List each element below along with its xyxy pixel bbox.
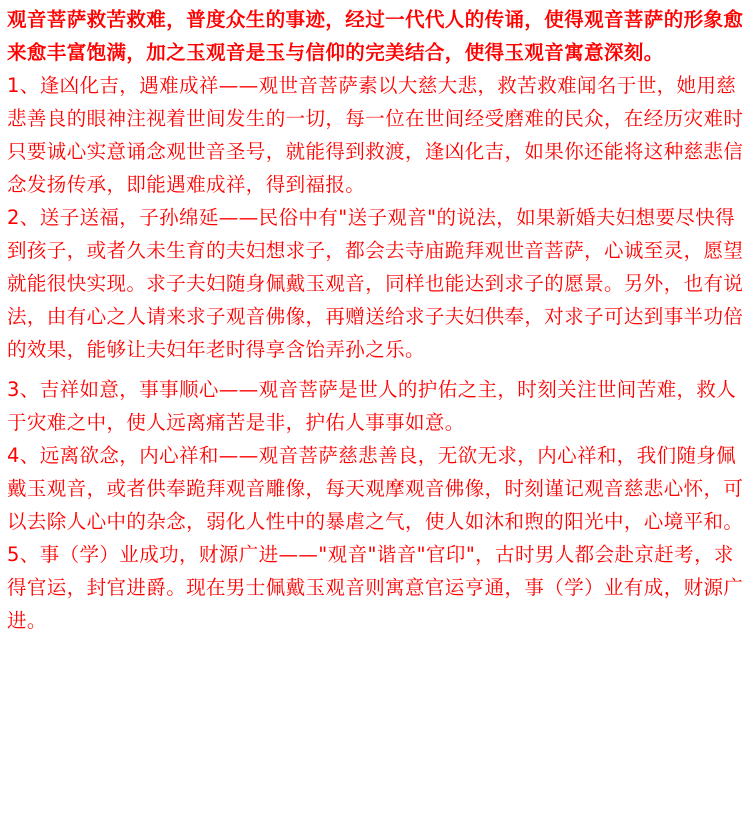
meaning-item-5: 5、事（学）业成功，财源广进——"观音"谐音"官印"，古时男人都会赴京赶考，求得官运，封官进爵。现在男士佩戴玉观音则寓意官运亨通，事（学）业有成，财源广进。 [7, 543, 744, 632]
intro-paragraph: 观音菩萨救苦救难，普度众生的事迹，经过一代代人的传诵，使得观音菩萨的形象愈来愈丰富饱满，加之玉观音是玉与信仰的完美结合，使得玉观音寓意深刻。 [7, 8, 744, 64]
meaning-item-4: 4、远离欲念，内心祥和——观音菩萨慈悲善良，无欲无求，内心祥和，我们随身佩戴玉观音，或者供奉跪拜观音雕像，每天观摩观音佛像，时刻谨记观音慈悲心怀，可以去除人心中的杂念，弱化人性中的暴虐之气，使人如沐和煦的阳光中，心境平和。 [7, 444, 744, 533]
article-body [7, 0, 749, 637]
meaning-item-2: 2、送子送福，子孙绵延——民俗中有"送子观音"的说法，如果新婚夫妇想要尽快得到孩子，或者久未生育的夫妇想求子，都会去寺庙跪拜观世音菩萨，心诚至灵，愿望就能很快实现。求子夫妇随身佩戴玉观音，同样也能达到求子的愿景。另外，也有说法，由有心之人请来求子观音佛像，再赠送给求子夫妇供奉，对求子可达到事半功倍的效果，能够让夫妇年老时得享含饴弄孙之乐。 [7, 206, 744, 361]
meaning-item-3: 3、吉祥如意，事事顺心——观音菩萨是世人的护佑之主，时刻关注世间苦难，救人于灾难之中，使人远离痛苦是非，护佑人事事如意。 [7, 378, 737, 434]
meaning-item-1: 1、逢凶化吉，遇难成祥——观世音菩萨素以大慈大悲，救苦救难闻名于世，她用慈悲善良的眼神注视着世间发生的一切，每一位在世间经受磨难的民众，在经历灾难时只要诚心实意诵念观世音圣号，就能得到救渡，逢凶化吉，如果你还能将这种慈悲信念发扬传承，即能遇难成祥，得到福报。 [7, 74, 744, 196]
